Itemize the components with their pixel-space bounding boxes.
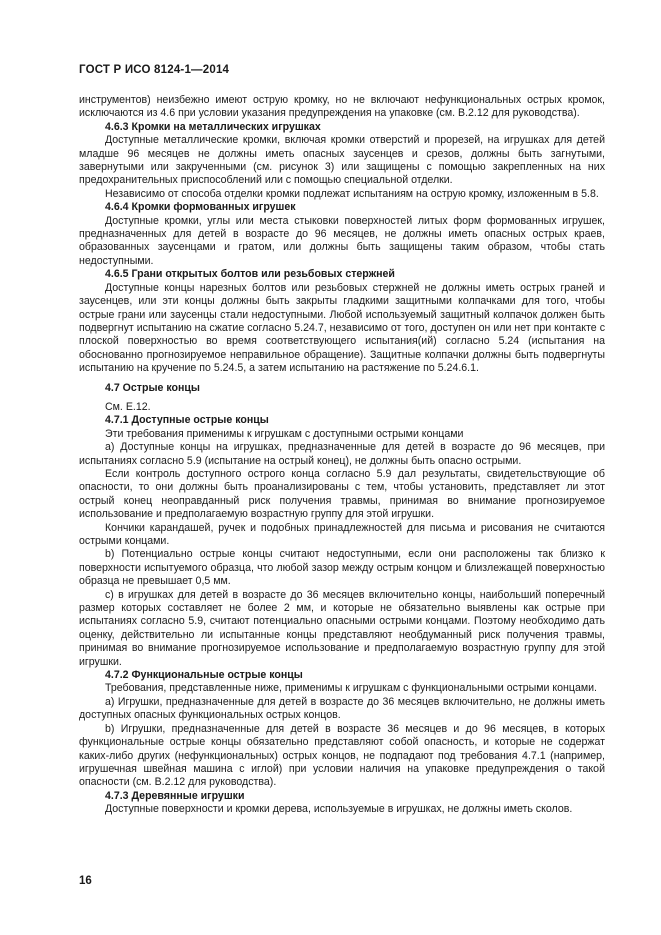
section-heading: 4.6.4 Кромки формованных игрушек [105,201,296,214]
body-paragraph: Доступные кромки, углы или места стыковки поверхностей литых форм формованных игрушек, предназначенных для детей в возрасте до 96 месяцев, не должны иметь опасных острых краев, образованных заусенцами и гратом, или должны быть защищены таким образом, чтобы стать недоступными. [79,214,605,267]
body-paragraph: См. Е.12. [105,400,151,413]
section-heading: 4.7 Острые концы [105,381,200,394]
page-number: 16 [79,875,92,887]
continuation-paragraph: инструментов) неизбежно имеют острую кромку, но не включают нефункциональных острых кромок, исключаются из 4.6 при условии указания предупреждения на упаковке (см. В.2.12 для руководства). [79,94,605,120]
body-paragraph: Эти требования применимы к игрушкам с доступными острыми концами [105,427,464,440]
body-paragraph: Независимо от способа отделки кромки подлежат испытаниям на острую кромку, изложенным в 5.8. [105,187,599,200]
body-paragraph: а) Игрушки, предназначенные для детей в возрасте до 36 месяцев включительно, не должны иметь доступных опасных функциональных острых концов. [79,695,605,722]
section-heading: 4.7.3 Деревянные игрушки [105,789,245,802]
body-paragraph: b) Потенциально острые концы считают недоступными, если они расположены так близко к поверхности испытуемого образца, что любой зазор между острым концом и близлежащей поверхностью образца не превышает 0,5 мм. [79,548,605,588]
body-paragraph: Если контроль доступного острого конца согласно 5.9 дал результаты, свидетельствующие об опасности, то они должны быть проанализированы с тем, чтобы установить, представляет ли этот острый конец неоправданный риск получения травмы, принимая во внимание прогнозируемое использование и предполагаемую возрастную группу для этой игрушки. [79,467,605,521]
section-heading: 4.6.5 Грани открытых болтов или резьбовых стержней [105,268,395,281]
body-paragraph: Требования, представленные ниже, применимы к игрушкам с функциональными острыми концами. [105,682,598,695]
body-paragraph: а) Доступные концы на игрушках, предназначенные для детей в возрасте до 96 месяцев, при испытаниях согласно 5.9 (испытание на острый конец), не должны быть опасно острыми. [79,441,605,467]
body-paragraph: с) в игрушках для детей в возрасте до 36 месяцев включительно концы, наибольший поперечный размер которых составляет не более 2 мм, и которые не обязательно выявлены как острые при испытаниях согласно 5.9, считают потенциально опасными острыми концами. Поэтому необходимо дать оценку, действительно ли испытанные концы представляют необдуманный риск получения травмы, принимая во внимание прогнозируемое использование и предполагаемую возрастную группу для этой игрушки. [79,588,605,668]
document-body [79,94,605,817]
section-heading: 4.6.3 Кромки на металлических игрушках [105,120,321,133]
section-heading: 4.7.2 Функциональные острые концы [105,669,303,682]
body-paragraph: Доступные металлические кромки, включая кромки отверстий и прорезей, на игрушках для детей младше 96 месяцев не должны иметь опасных заусенцев и срезов, должны быть загнутыми, завернутыми или закрученными (см. рисунок 3) или защищены с помощью закрепленных на них предохранительных приспособлений или с помощью специальной отделки. [79,134,605,187]
body-paragraph: Доступные поверхности и кромки дерева, используемые в игрушках, не должны иметь сколов. [105,803,573,816]
section-heading: 4.7.1 Доступные острые концы [105,414,269,427]
body-paragraph: b) Игрушки, предназначенные для детей в возрасте 36 месяцев и до 96 месяцев, в которых функциональные острые концы обязательно представляют собой опасность, и которые не содержат каких-либо других (нефункциональных) острых концов, не подпадают под требования 4.7.1 (например, игрушечная швейная машина с иглой) при условии наличия на упаковке предупреждения о такой опасности (см. В.2.12 для руководства). [79,722,605,789]
body-paragraph: Доступные концы нарезных болтов или резьбовых стержней не должны иметь острых граней и заусенцев, или эти концы должны быть закрыты гладкими защитными колпачками для того, чтобы острые грани или заусенцы стали недоступными. Любой используемый защитный колпачок должен быть подвергнут испытанию на сжатие согласно 5.24.7, независимо от того, доступен он или нет при контакте с плоской поверхностью во время соответствующего испытания(ий) согласно 5.24 (испытания на обоснованно прогнозируемое неправильное обращение). Защитные колпачки должны быть подвергнуты испытанию на кручение по 5.24.5, а затем испытанию на растяжение по 5.24.6.1. [79,281,605,375]
body-paragraph: Кончики карандашей, ручек и подобных принадлежностей для письма и рисования не считаются острыми концами. [79,521,605,547]
standard-header: ГОСТ Р ИСО 8124-1—2014 [79,64,230,76]
